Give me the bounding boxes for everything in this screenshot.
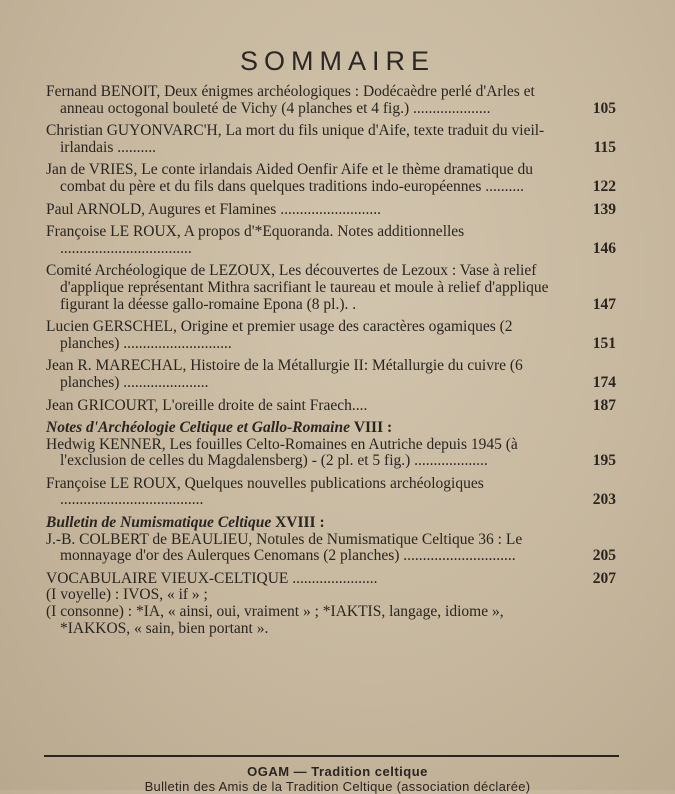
section-volume: XVIII : bbox=[275, 514, 325, 532]
section-heading-numismatique bbox=[46, 515, 616, 532]
toc-entry-page: 207 bbox=[592, 569, 616, 587]
toc-entry-text: Christian GUYONVARC'H, La mort du fils unique d'Aife, texte traduit du vieil-irlandais .......... bbox=[46, 122, 545, 156]
toc-entry bbox=[46, 319, 616, 352]
toc-entry bbox=[46, 202, 616, 219]
section-heading-notes bbox=[46, 420, 616, 437]
toc-entry-page: 146 bbox=[592, 239, 616, 257]
toc-entry-text: Hedwig KENNER, Les fouilles Celto-Romaines en Autriche depuis 1945 (à l'exclusion de celles du Magdalensberg) - (2 pl. et 5 fig.) ................... bbox=[46, 435, 518, 470]
vocabulary-title-line bbox=[46, 571, 616, 588]
toc-entry-text: Jean GRICOURT, L'oreille droite de saint Fraech.... bbox=[46, 396, 368, 414]
vocabulary-entry bbox=[46, 571, 616, 637]
toc-entry bbox=[46, 437, 616, 470]
toc-entry bbox=[46, 532, 616, 565]
page-title: SOMMAIRE bbox=[239, 46, 435, 76]
footer-subtitle: Bulletin des Amis de la Tradition Celtique (association déclarée) bbox=[144, 779, 531, 794]
toc-entry bbox=[46, 123, 616, 156]
toc-entry bbox=[46, 476, 616, 509]
toc-entry-text: Françoise LE ROUX, A propos d'*Equoranda. Notes additionnelles .................................. bbox=[46, 223, 465, 257]
toc-entry-page: 174 bbox=[592, 373, 616, 391]
toc-entry-page: 122 bbox=[592, 177, 616, 195]
toc-entry-page: 147 bbox=[592, 295, 616, 313]
toc-entry-text: Paul ARNOLD, Augures et Flamines .......................... bbox=[46, 200, 381, 218]
toc-entry-page: 115 bbox=[593, 138, 616, 156]
toc-entry-text: Jan de VRIES, Le conte irlandais Aided Oenfir Aife et le thème dramatique du combat du père et du fils dans quelques traditions indo-européennes .......... bbox=[46, 161, 533, 195]
toc-entry-page: 187 bbox=[592, 396, 616, 414]
toc-entry-page: 139 bbox=[592, 200, 616, 218]
toc-entry-text: Françoise LE ROUX, Quelques nouvelles publications archéologiques ..................................... bbox=[46, 474, 484, 509]
vocabulary-line: (I voyelle) : IVOS, « if » ; bbox=[46, 586, 208, 604]
footer-divider bbox=[44, 755, 619, 757]
toc-entry-text: Comité Archéologique de LEZOUX, Les découvertes de Lezoux : Vase à relief d'applique représentant Mithra sacrifiant le taureau et moule à relief d'applique figurant la déesse gallo-romaine Epona (8 pl.). . bbox=[46, 262, 549, 313]
toc-entry-page: 205 bbox=[592, 547, 616, 565]
toc-entry bbox=[46, 398, 616, 415]
footer-title: OGAM — Tradition celtique bbox=[247, 764, 428, 779]
toc-list bbox=[46, 84, 616, 637]
toc-entry-page: 195 bbox=[592, 452, 616, 470]
toc-entry-page: 151 bbox=[592, 334, 616, 352]
toc-entry bbox=[46, 263, 616, 313]
toc-entry-text: J.-B. COLBERT de BEAULIEU, Notules de Numismatique Celtique 36 : Le monnayage d'or des Aulerques Cenomans (2 planches) ............................. bbox=[46, 530, 523, 565]
vocabulary-title: VOCABULAIRE VIEUX-CELTIQUE ...................... bbox=[46, 569, 378, 587]
section-heading-text: Bulletin de Numismatique Celtique bbox=[46, 514, 272, 532]
section-volume: VIII : bbox=[353, 419, 393, 437]
toc-entry bbox=[46, 162, 616, 195]
toc-entry-text: Lucien GERSCHEL, Origine et premier usage des caractères ogamiques (2 planches) ............................ bbox=[46, 318, 513, 352]
toc-entry bbox=[46, 84, 616, 117]
toc-entry-page: 105 bbox=[592, 99, 616, 117]
toc-entry bbox=[46, 358, 616, 391]
section-heading-text: Notes d'Archéologie Celtique et Gallo-Romaine bbox=[46, 419, 350, 437]
vocabulary-line: (I consonne) : *IA, « ainsi, oui, vraiment » ; *IAKTIS, langage, idiome », *IAKKOS, « sain, bien portant ». bbox=[46, 603, 504, 637]
toc-entry-text: Fernand BENOIT, Deux énigmes archéologiques : Dodécaèdre perlé d'Arles et anneau octogonal bouleté de Vichy (4 planches et 4 fig.) .................... bbox=[46, 83, 535, 117]
toc-entry-page: 203 bbox=[592, 491, 616, 509]
toc-entry bbox=[46, 224, 616, 257]
toc-entry-text: Jean R. MARECHAL, Histoire de la Métallurgie II: Métallurgie du cuivre (6 planches) ...................... bbox=[46, 357, 523, 391]
